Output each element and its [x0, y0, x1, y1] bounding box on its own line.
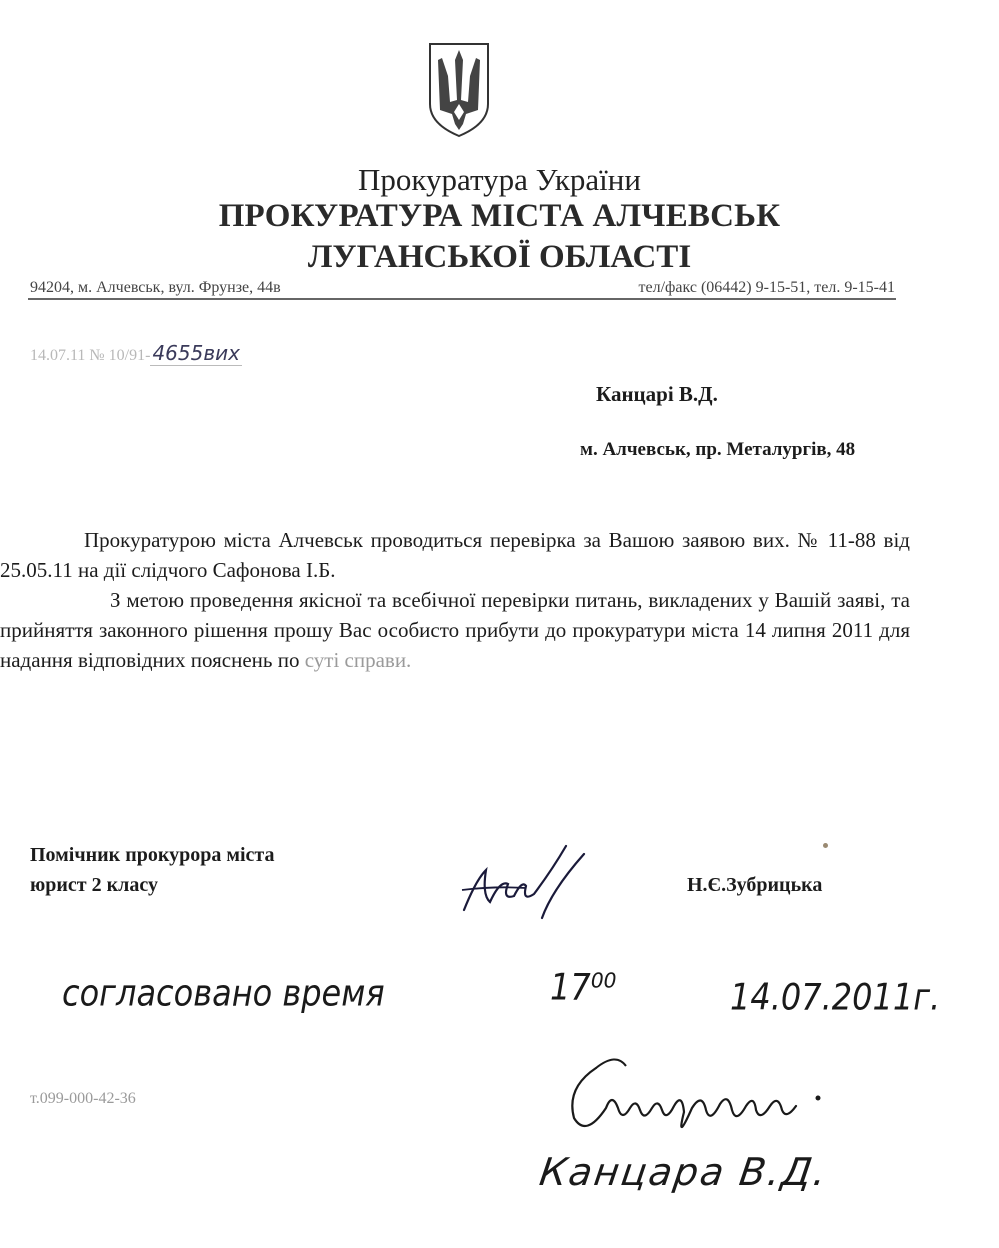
header-divider — [28, 298, 896, 300]
letter-body — [0, 525, 910, 675]
body-paragraph-2-main: З метою проведення якісної та всебічної перевірки питань, викладених у Вашій заяві, та прийняття законного рішення прошу Вас особисто прибути до прокуратури міста 14 липня 2011 для надання відповідних пояснень по — [0, 588, 910, 672]
recipient-name: Канцарі В.Д. — [596, 382, 718, 406]
recipient-address: м. Алчевськ, пр. Металургів, 48 — [580, 439, 856, 460]
signer-position: Помічник прокурора міста — [30, 844, 275, 866]
signature-2 — [556, 1048, 856, 1158]
handwritten-name: Канцара В.Д. — [536, 1150, 831, 1194]
coat-of-arms-icon — [426, 40, 492, 138]
header-line2: ПРОКУРАТУРА МІСТА АЛЧЕВСЬК — [218, 198, 781, 234]
signer-name: Н.Є.Зубрицька — [687, 874, 823, 896]
body-paragraph-2 — [0, 585, 910, 675]
header-line1: Прокуратура України — [358, 162, 641, 197]
handwritten-note — [62, 965, 992, 1028]
handwritten-note-time: 17⁰⁰ — [550, 965, 617, 1009]
handwritten-note-text: согласовано время — [62, 971, 385, 1015]
office-phone: тел/факс (06442) 9-15-51, тел. 9-15-41 — [638, 279, 895, 296]
header-line3: ЛУГАНСЬКОЇ ОБЛАСТІ — [307, 239, 692, 275]
contact-phone: т.099-000-42-36 — [30, 1090, 136, 1107]
office-address: 94204, м. Алчевськ, вул. Фрунзе, 44в — [30, 279, 281, 296]
signer-rank: юрист 2 класу — [30, 874, 158, 896]
handwritten-note-date: 14.07.2011г. — [730, 975, 941, 1019]
signature-1 — [456, 840, 596, 920]
outgoing-date-number: 14.07.11 № 10/91- — [30, 347, 151, 364]
body-paragraph-2-end: суті справи. — [304, 648, 412, 672]
outgoing-handwritten-number: 4655вих — [152, 341, 240, 365]
paper-speck — [823, 843, 828, 848]
body-paragraph-1: Прокуратурою міста Алчевськ проводиться перевірка за Вашою заявою вих. № 11-88 від 25.05.11 на дії слідчого Сафонова І.Б. — [0, 528, 910, 582]
outgoing-number — [30, 341, 242, 366]
